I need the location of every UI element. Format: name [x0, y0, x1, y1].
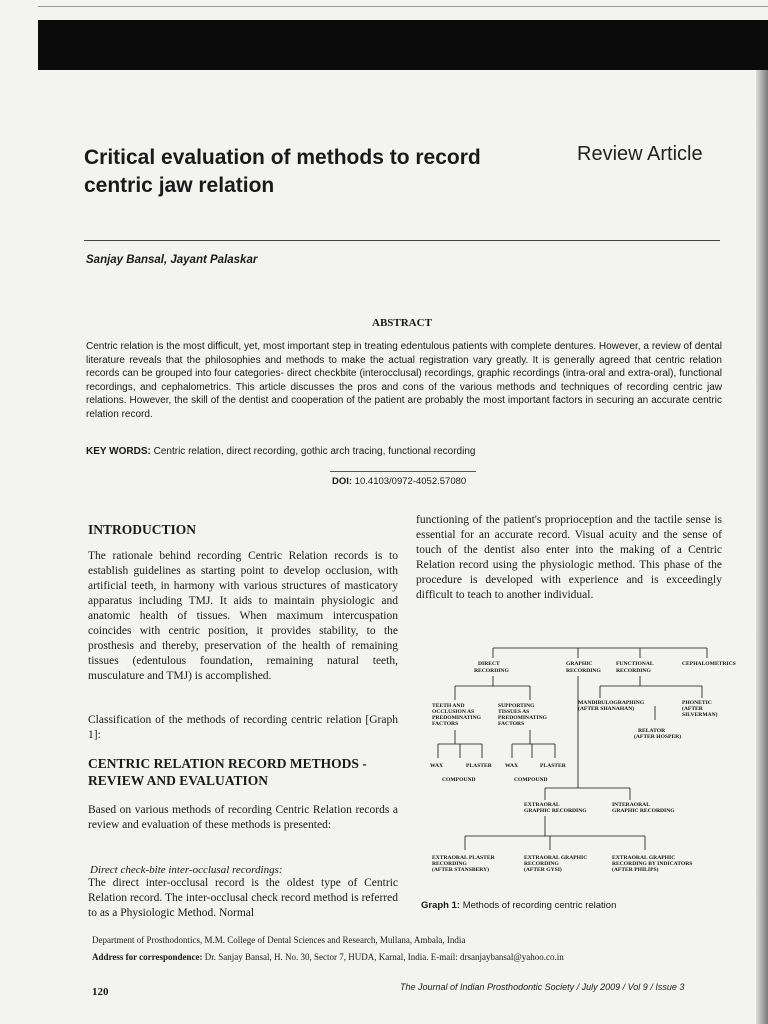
graph-node-phonetic-line2: (AFTER: [682, 706, 703, 712]
graph-node-supporting: SUPPORTING: [498, 703, 535, 709]
title-rule: [84, 240, 720, 241]
introduction-heading: INTRODUCTION: [88, 522, 197, 537]
graph-node-extraoral-plaster: EXTRAORAL PLASTER: [432, 855, 495, 861]
graph-node-extraoral-gysi-line3: (AFTER GYSI): [524, 867, 562, 873]
graph-node-extraoral-gysi: EXTRAORAL GRAPHIC: [524, 855, 588, 861]
correspondence-text: Dr. Sanjay Bansal, H. No. 30, Sector 7, HUDA, Karnal, India. E-mail: drsanjaybansal@yahoo.co.in: [204, 952, 564, 962]
graph-node-extraoral-indicators-line3: (AFTER PHILIPS): [612, 867, 659, 873]
graph-node-cephalometrics: CEPHALOMETRICS: [682, 661, 736, 667]
graph-node-plaster-2: PLASTER: [540, 763, 566, 769]
caption-text: Methods of recording centric relation: [462, 900, 617, 911]
graph-node-supporting-line4: FACTORS: [498, 721, 525, 727]
graph-node-functional: FUNCTIONAL: [616, 661, 654, 667]
graph-node-relator: RELATOR: [638, 728, 666, 734]
section-paragraph: Based on various methods of recording Centric Relation records a review and evaluation of these methods is presented:: [88, 804, 398, 831]
graph-node-relator-line2: (AFTER HOSPER): [634, 734, 682, 740]
introduction-paragraph: The rationale behind recording Centric Relation records is to establish guidelines as starting point to develop occlusion, with artificial teeth, in harmony with various structures of masticatory apparatus including TMJ. It aids to maintain physiologic and anatomic health of tissues. When maximum intercuspation coincides with centric position, it provides stability, to the prosthesis and thereby, preservation of the health of remaining tissues (edentulous foundation, remaining natural teeth, musculature and TMJ) is accomplished.: [88, 550, 398, 682]
keywords-label: KEY WORDS:: [86, 446, 151, 457]
authors: Sanjay Bansal, Jayant Palaskar: [86, 254, 258, 266]
right-column-paragraph: functioning of the patient's proprioception and the tactile sense is essential for an accurate record. Visual acuity and the sense of touch of the dentist also enter into the making of a Centric Relation record using the physiologic method. This phase of the procedure is developed with experience and is exceedingly difficult to teach to another individual.: [416, 514, 722, 601]
graph-node-graphic-line2: RECORDING: [566, 668, 601, 674]
page-edge-shadow: [756, 70, 768, 1024]
graph-node-extraoral-gysi-line2: RECORDING: [524, 861, 559, 867]
doi: [332, 476, 466, 487]
graph-node-interaoral: INTERAORAL: [612, 802, 650, 808]
graph-node-teeth: TEETH AND: [432, 703, 465, 709]
subheading: Direct check-bite inter-occlusal recordings:: [90, 864, 283, 876]
doi-label: DOI:: [332, 476, 353, 487]
graph-node-teeth-line3: PREDOMINATING: [432, 715, 481, 721]
graph-node-extraoral-plaster-line2: RECORDING: [432, 861, 467, 867]
subheading-paragraph: The direct inter-occlusal record is the oldest type of Centric Relation record. The inter-occlusal check record method is referred to as a Physiologic Method. Normal: [88, 877, 398, 919]
graph-node-direct-line2: RECORDING: [474, 668, 509, 674]
graph-node-plaster: PLASTER: [466, 763, 492, 769]
classification-paragraph: Classification of the methods of recording centric relation [Graph 1]:: [88, 714, 398, 741]
graph-node-mandibulographing-line2: (AFTER SHANAHAN): [578, 706, 635, 712]
graph-node-phonetic: PHONETIC: [682, 700, 712, 706]
article-title: Critical evaluation of methods to record centric jaw relation: [84, 146, 481, 197]
keywords: [86, 446, 722, 457]
graph-node-extraoral-line2: GRAPHIC RECORDING: [524, 808, 587, 814]
graph-node-functional-line2: RECORDING: [616, 668, 651, 674]
abstract-text: Centric relation is the most difficult, yet, most important step in treating edentulous patients with complete dentures. However, a review of dental literature reveals that the philosophies and methods to make the actual registration vary greatly. It is generally agreed that centric relation records can be grouped into four categories- direct checkbite (interocclusal) recordings, graphic recordings (intra-oral and extra-oral), functional recordings, and cephalometrics. This article discusses the pros and cons of the various methods and techniques of recording centric jaw relations. However, the skill of the dentist and cooperation of the patient are probably the most important factors in securing an accurate centric relation record.: [86, 341, 722, 420]
correspondence-label: Address for correspondence:: [92, 952, 203, 962]
scan-black-band: [38, 20, 768, 70]
abstract-heading: ABSTRACT: [372, 317, 432, 329]
graph-node-extraoral-indicators: EXTRAORAL GRAPHIC: [612, 855, 676, 861]
graph-node-extraoral: EXTRAORAL: [524, 802, 560, 808]
scan-edge-line: [38, 6, 768, 7]
section-heading: CENTRIC RELATION RECORD METHODS - REVIEW AND EVALUATION: [88, 756, 367, 788]
graph-node-extraoral-indicators-line2: RECORDING BY INDICATORS: [612, 861, 693, 867]
page-number: 120: [92, 986, 109, 998]
graph-node-supporting-line2: TISSUES AS: [498, 709, 530, 715]
caption-label: Graph 1:: [421, 900, 461, 911]
graph-node-supporting-line3: PREDOMINATING: [498, 715, 547, 721]
affiliation: Department of Prosthodontics, M.M. College of Dental Sciences and Research, Mullana, Ambala, India: [92, 935, 466, 945]
graph-node-teeth-line2: OCCLUSION AS: [432, 709, 475, 715]
graph-caption: [421, 900, 616, 911]
graph-node-phonetic-line3: SILVERMAN): [682, 712, 718, 718]
doi-link[interactable]: 10.4103/0972-4052.57080: [354, 476, 467, 487]
correspondence: [92, 952, 564, 962]
graph-1-flowchart: [420, 640, 736, 900]
journal-citation: The Journal of Indian Prosthodontic Society / July 2009 / Vol 9 / Issue 3: [400, 982, 685, 992]
graph-node-mandibulographing: MANDIBULOGRAPHING: [578, 700, 645, 706]
doi-rule: [330, 471, 476, 472]
graph-node-graphic: GRAPHIC: [566, 661, 593, 667]
graph-node-wax-2: WAX: [505, 763, 519, 769]
graph-node-extraoral-plaster-line3: (AFTER STANSBERY): [432, 867, 490, 873]
graph-node-compound: COMPOUND: [442, 777, 476, 783]
graph-node-teeth-line4: FACTORS: [432, 721, 459, 727]
graph-node-direct: DIRECT: [478, 661, 500, 667]
graph-node-interaoral-line2: GRAPHIC RECORDING: [612, 808, 675, 814]
keywords-text: Centric relation, direct recording, gothic arch tracing, functional recording: [153, 446, 476, 457]
graph-node-compound-2: COMPOUND: [514, 777, 548, 783]
article-type: Review Article: [577, 143, 703, 165]
graph-node-wax: WAX: [430, 763, 444, 769]
